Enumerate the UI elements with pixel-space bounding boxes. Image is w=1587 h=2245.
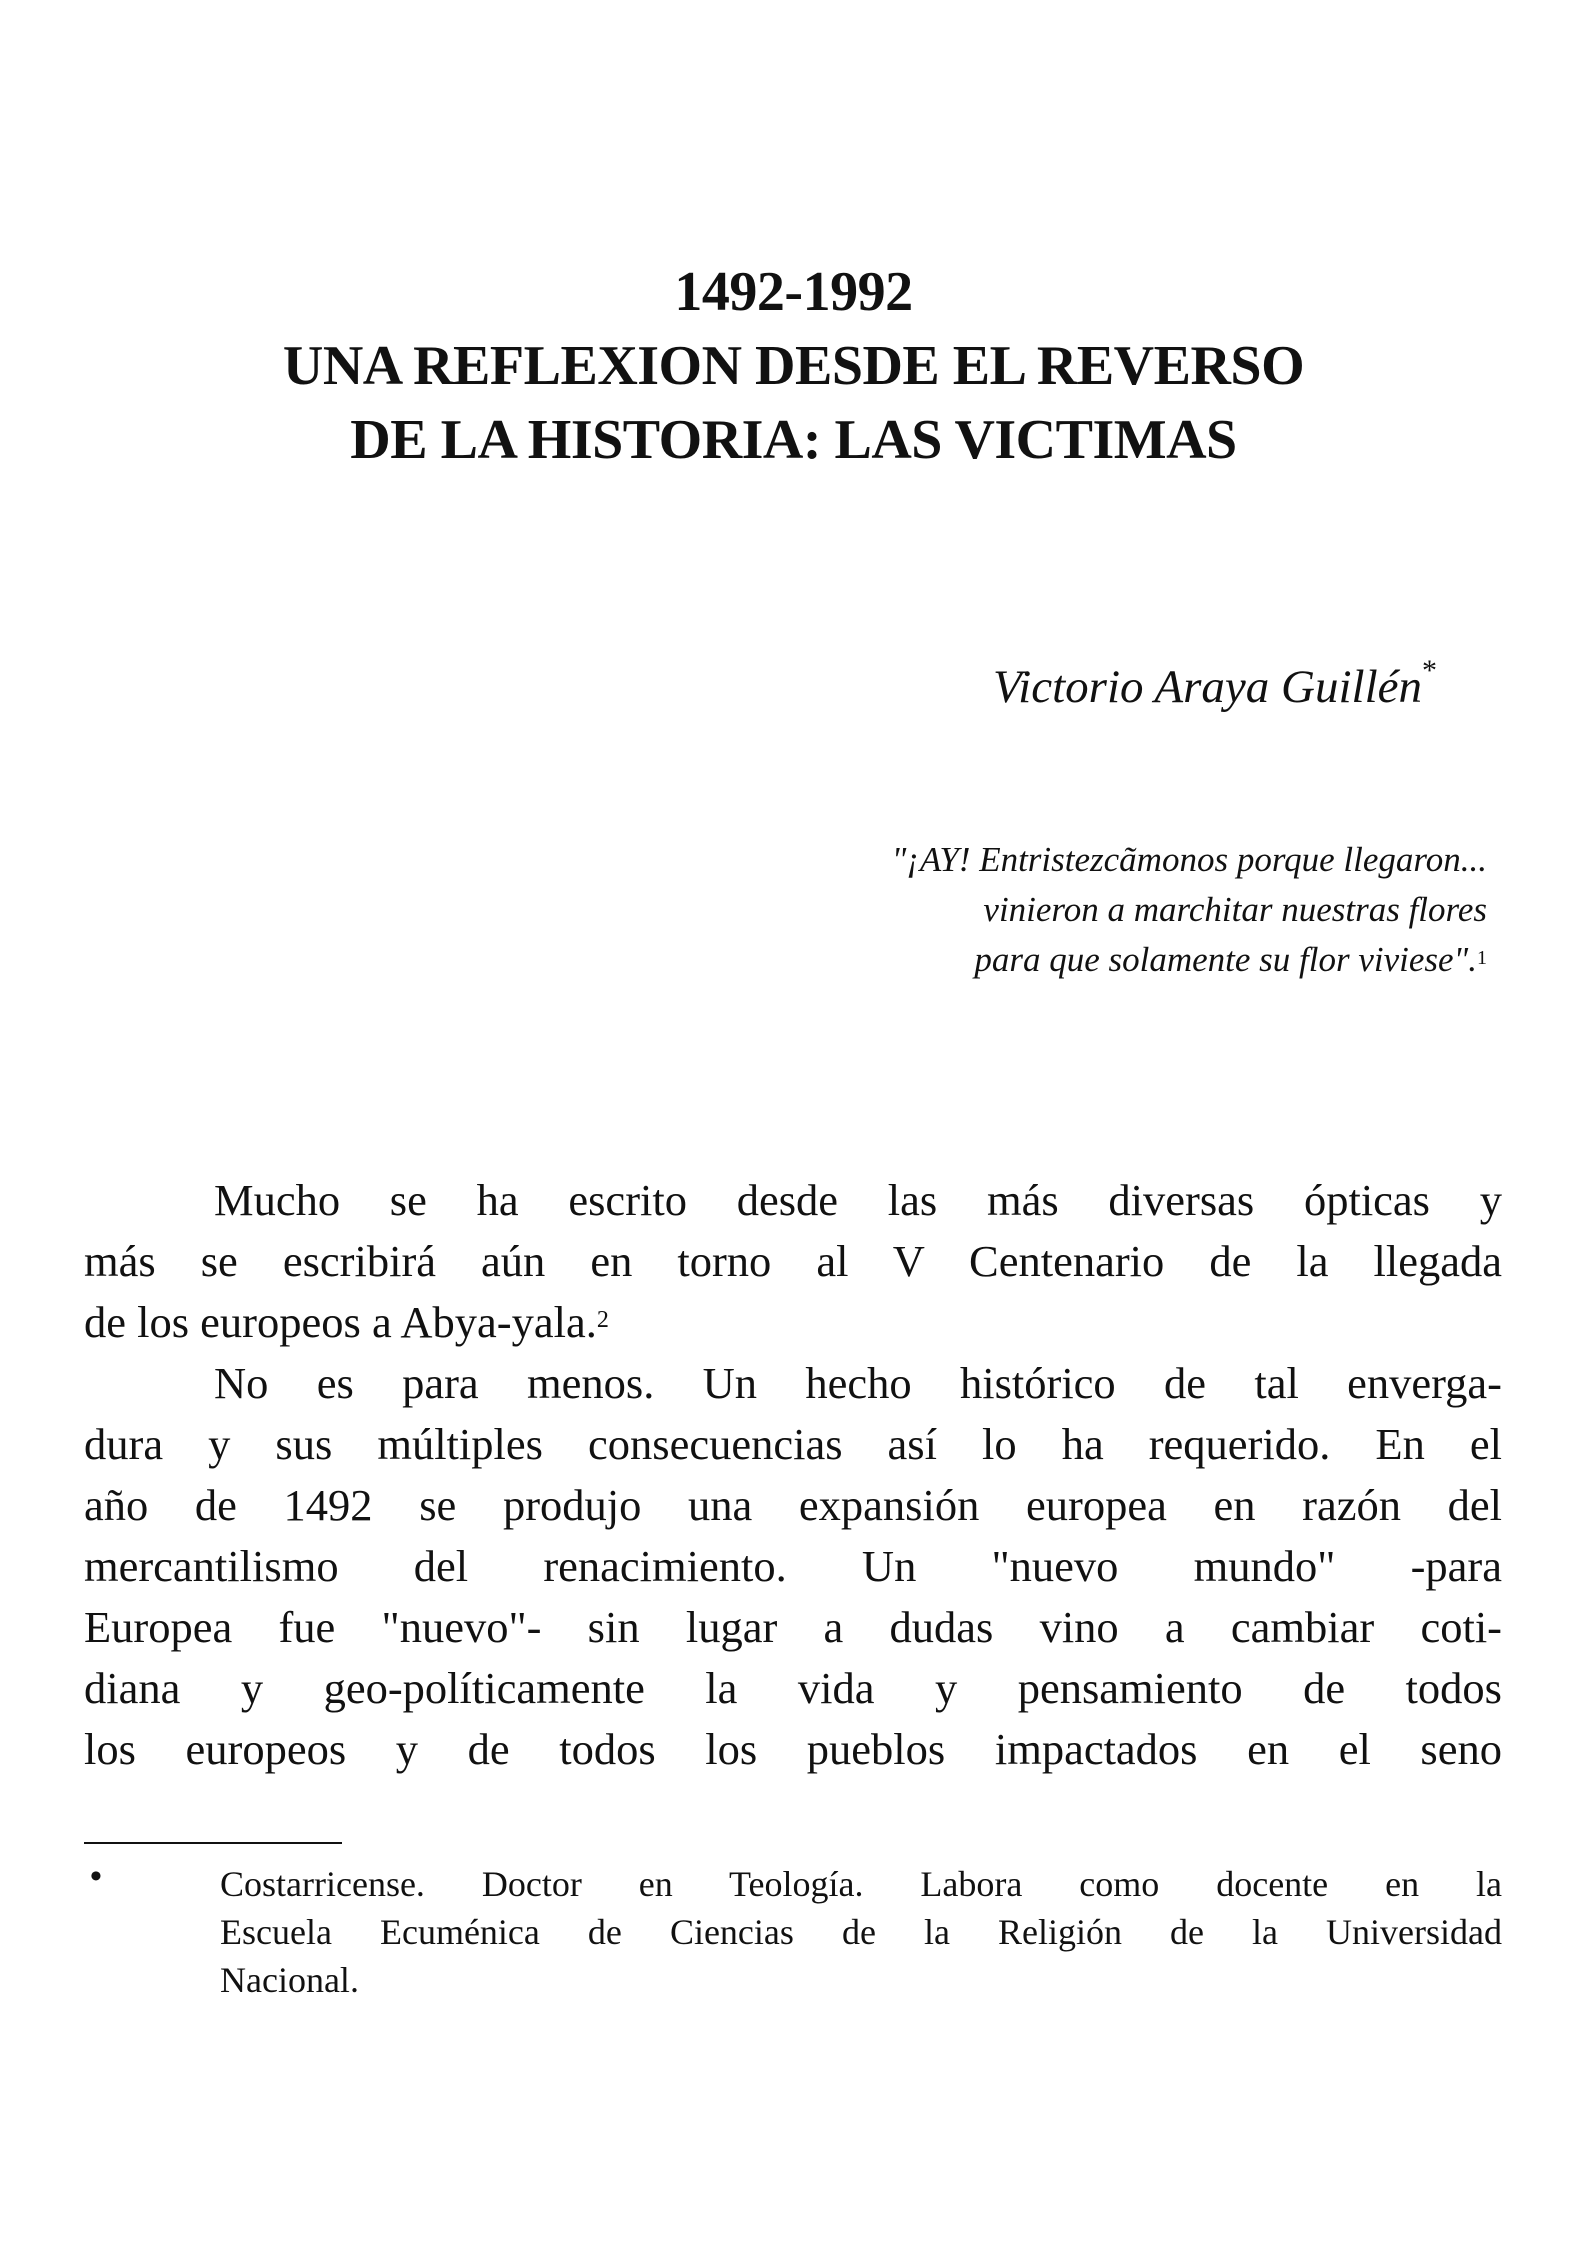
epigraph	[892, 835, 1487, 985]
author-name: Victorio Araya Guillén	[992, 661, 1422, 713]
paragraph-2-line-3: año de 1492 se produjo una expansión europea en razón del	[84, 1480, 1502, 1530]
title-line-years: 1492-1992	[674, 261, 913, 323]
footnote-separator	[84, 1842, 342, 1844]
paragraph-1-line-3: de los europeos a Abya-yala.$^2$	[84, 1297, 609, 1347]
paragraph-2-line-7: los europeos y de todos los pueblos impactados en el seno	[84, 1724, 1502, 1774]
epigraph-line-2: vinieron a marchitar nuestras flores	[983, 890, 1487, 929]
footnote-line-3: Nacional.	[220, 1960, 359, 2000]
footnote-mark: •	[90, 1858, 102, 1895]
title-line-3: DE LA HISTORIA: LAS VICTIMAS	[350, 409, 1237, 471]
paragraph-1-line-2: más se escribirá aún en torno al V Centenario de la llegada	[84, 1236, 1502, 1286]
paragraph-2-line-5: Europea fue "nuevo"- sin lugar a dudas vino a cambiar coti-	[84, 1602, 1502, 1652]
paragraph-2-line-1: No es para menos. Un hecho histórico de tal enverga-	[214, 1358, 1502, 1408]
paragraph-1-footnote-ref: 2	[596, 1307, 609, 1333]
paragraph-2-line-6: diana y geo-políticamente la vida y pensamiento de todos	[84, 1663, 1502, 1713]
footnote-line-1: Costarricense. Doctor en Teología. Labora como docente en la	[220, 1864, 1502, 1904]
epigraph-footnote-ref: 1	[1477, 947, 1487, 969]
author-footnote-mark: *	[1422, 654, 1437, 687]
epigraph-line-1: "¡AY! Entristezcãmonos porque llegaron...	[891, 840, 1487, 879]
paragraph-1-line-1: Mucho se ha escrito desde las más diversas ópticas y	[214, 1175, 1502, 1225]
author-byline	[992, 654, 1437, 714]
article-title	[0, 255, 1587, 477]
body-text	[84, 1170, 1502, 1780]
footnote-line-2: Escuela Ecuménica de Ciencias de la Religión de la Universidad	[220, 1912, 1502, 1952]
title-line-2: UNA REFLEXION DESDE EL REVERSO	[282, 335, 1305, 397]
paragraph-2-line-2: dura y sus múltiples consecuencias así lo ha requerido. En el	[84, 1419, 1502, 1469]
footnote	[220, 1860, 1502, 2004]
epigraph-line-3: para que solamente su flor viviese".$^1$	[974, 940, 1487, 979]
paragraph-2-line-4: mercantilismo del renacimiento. Un "nuevo mundo" -para	[84, 1541, 1502, 1591]
